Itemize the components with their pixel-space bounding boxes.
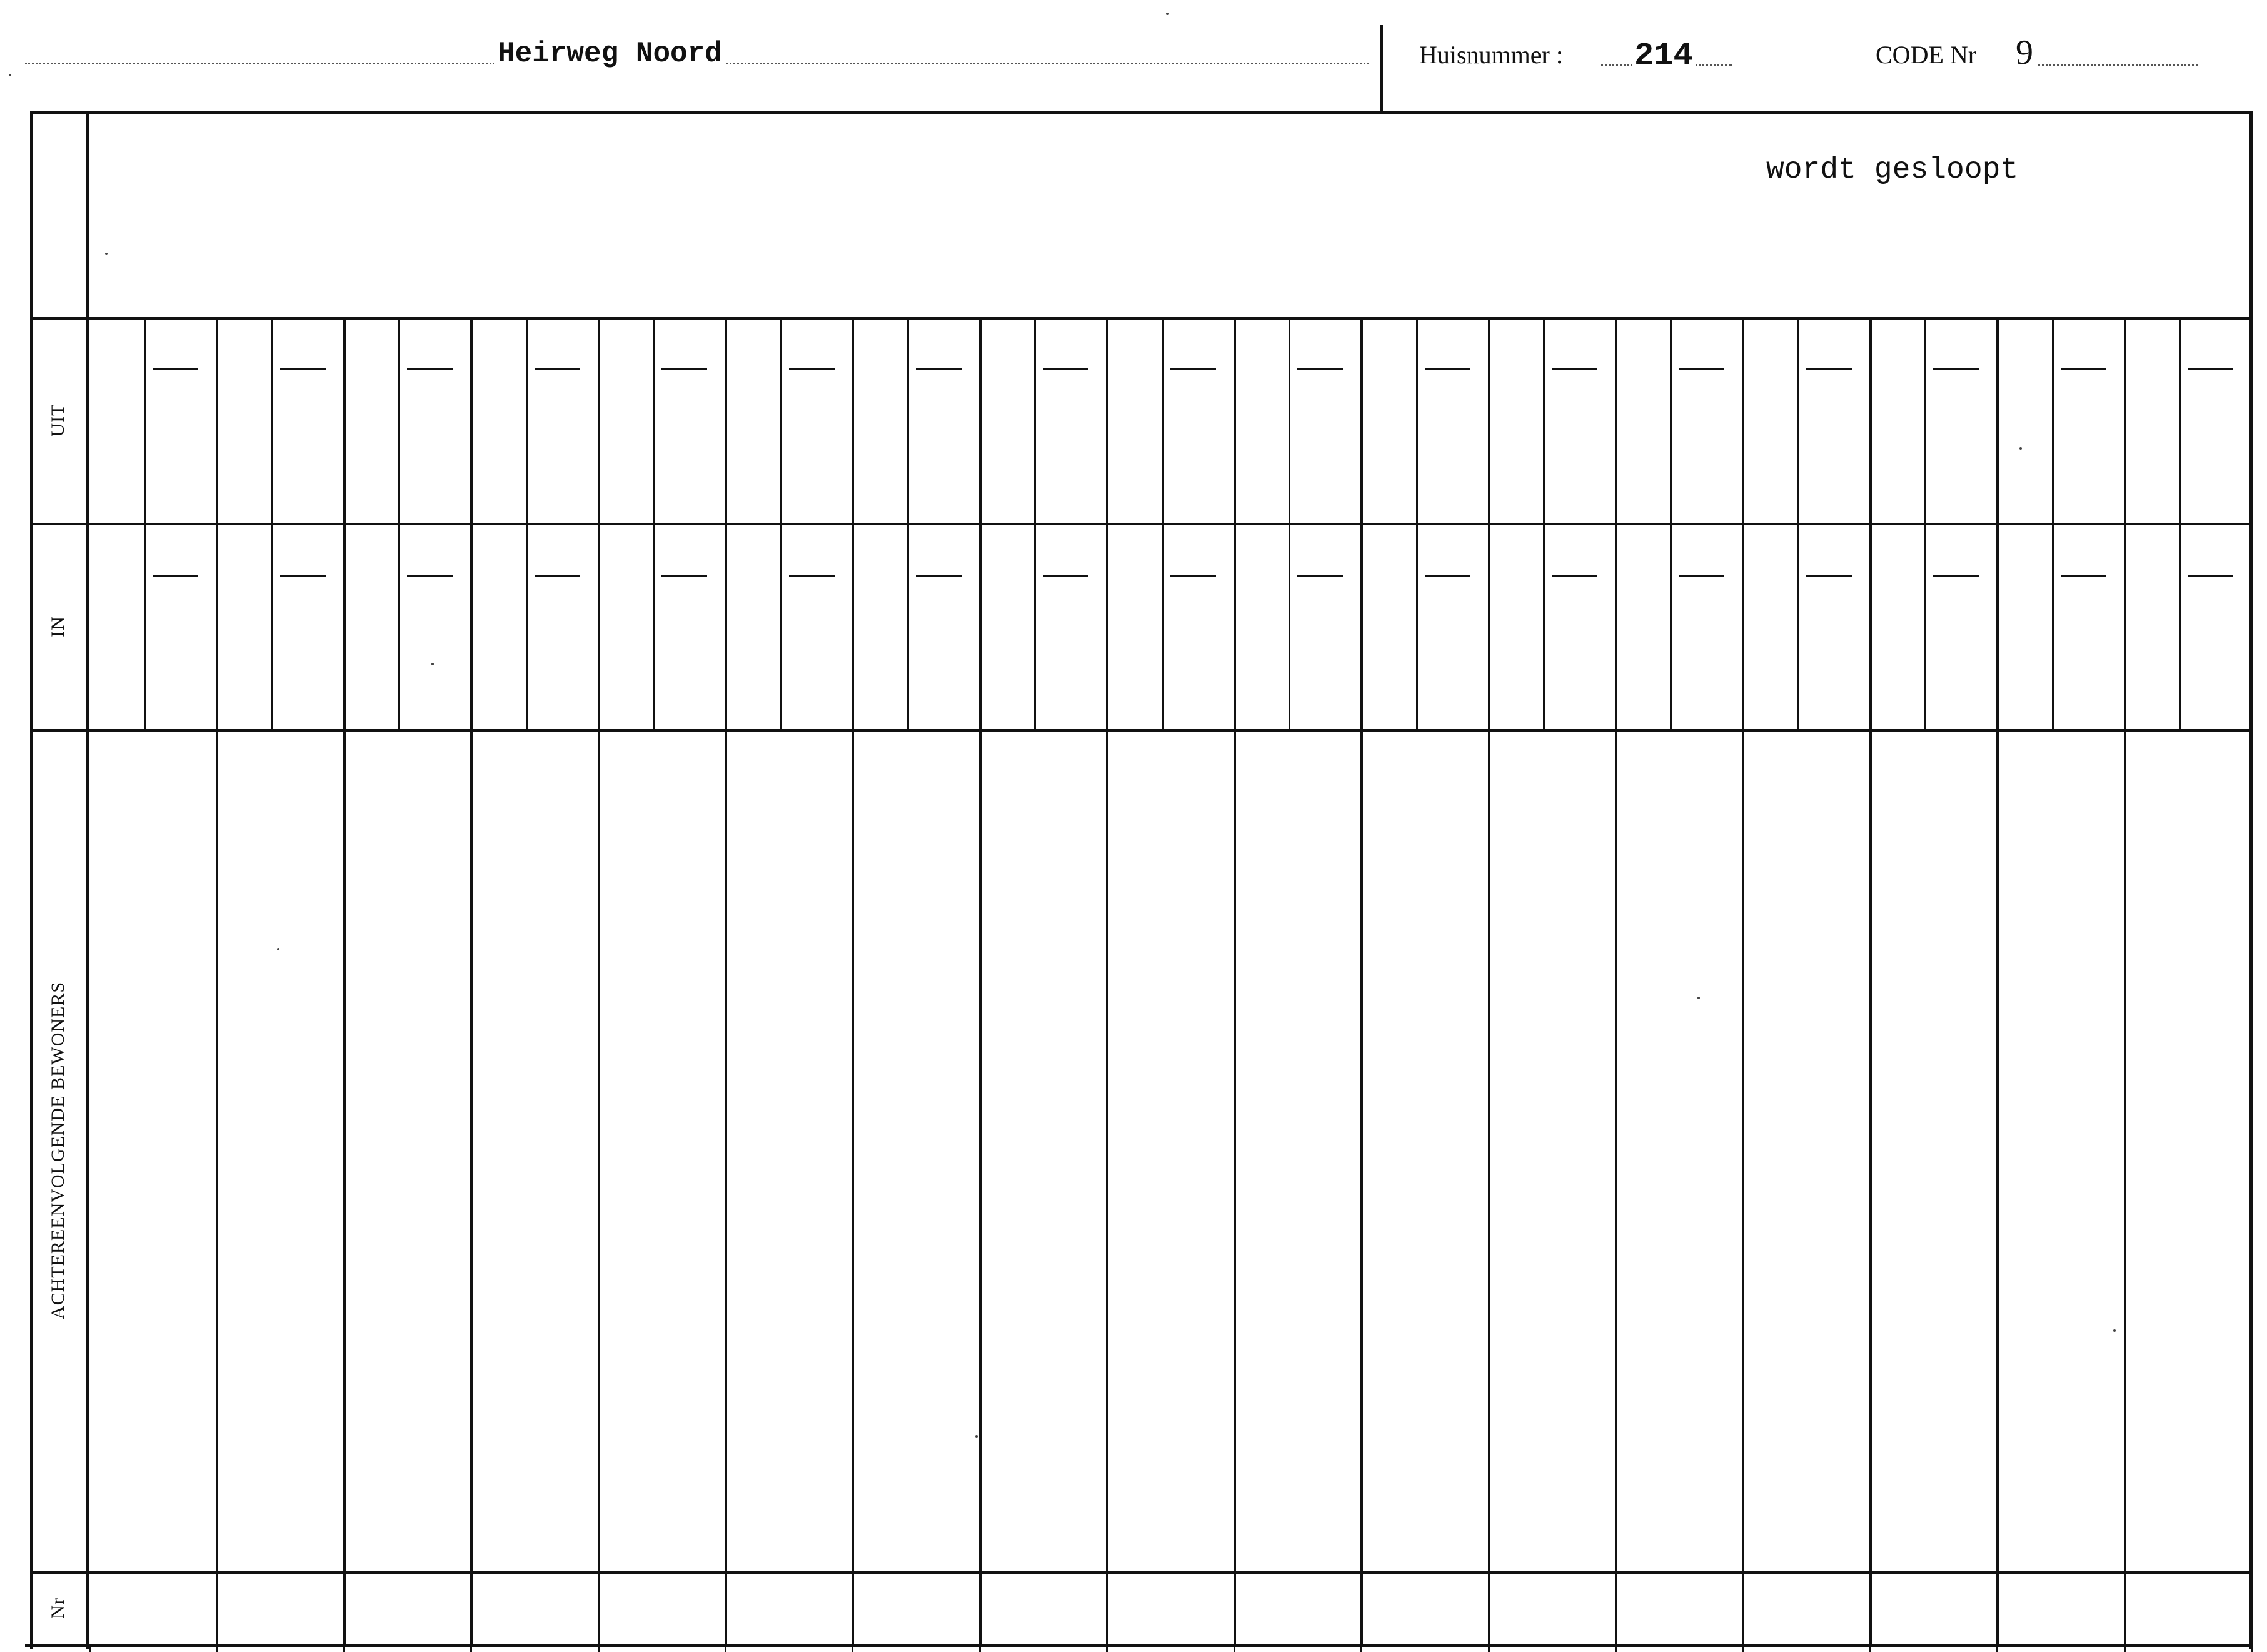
date-subdivider bbox=[1543, 320, 1545, 729]
house-number-value: 214 bbox=[1632, 38, 1696, 74]
out-date-dash bbox=[1552, 368, 1597, 370]
remark-row-bottom bbox=[30, 317, 2253, 320]
date-subdivider bbox=[2179, 320, 2181, 729]
bottom-tick bbox=[2124, 1644, 2126, 1652]
out-date-dash bbox=[1297, 368, 1343, 370]
date-subdivider bbox=[398, 320, 400, 729]
in-date-dash bbox=[1425, 575, 1470, 577]
out-date-dash bbox=[1043, 368, 1088, 370]
in-date-dash bbox=[1043, 575, 1088, 577]
date-subdivider bbox=[526, 320, 528, 729]
bottom-tick bbox=[725, 1644, 726, 1652]
bottom-tick bbox=[1869, 1644, 1871, 1652]
scan-speck bbox=[1697, 997, 1700, 999]
date-subdivider bbox=[653, 320, 655, 729]
bottom-tick bbox=[1360, 1644, 1362, 1652]
scan-speck bbox=[1166, 13, 1169, 15]
column-divider bbox=[1106, 320, 1108, 1647]
out-date-dash bbox=[2061, 368, 2106, 370]
date-subdivider bbox=[271, 320, 273, 729]
column-divider bbox=[470, 320, 473, 1647]
in-date-dash bbox=[1806, 575, 1852, 577]
column-divider bbox=[1869, 320, 1872, 1647]
header-divider bbox=[1380, 25, 1383, 111]
remark-text: wordt gesloopt bbox=[1766, 153, 2019, 187]
date-subdivider bbox=[1289, 320, 1290, 729]
bottom-tick bbox=[1106, 1644, 1108, 1652]
column-divider bbox=[979, 320, 982, 1647]
column-divider bbox=[1234, 320, 1236, 1647]
row-label-out: UIT bbox=[48, 403, 68, 437]
date-subdivider bbox=[2052, 320, 2054, 729]
column-divider bbox=[1488, 320, 1490, 1647]
in-date-dash bbox=[789, 575, 835, 577]
date-subdivider bbox=[907, 320, 909, 729]
bottom-tick bbox=[343, 1644, 345, 1652]
bottom-tick bbox=[89, 1644, 91, 1652]
label-column-divider bbox=[86, 114, 89, 1649]
in-date-dash bbox=[535, 575, 580, 577]
in-date-dash bbox=[916, 575, 962, 577]
in-date-dash bbox=[280, 575, 326, 577]
date-subdivider bbox=[1416, 320, 1418, 729]
date-subdivider bbox=[1670, 320, 1672, 729]
code-label: CODE Nr bbox=[1876, 41, 1977, 69]
column-divider bbox=[725, 320, 727, 1647]
in-date-dash bbox=[1679, 575, 1724, 577]
date-subdivider bbox=[144, 320, 146, 729]
house-number-label: Huisnummer : bbox=[1419, 41, 1563, 69]
register-frame bbox=[30, 111, 2253, 1649]
column-divider bbox=[343, 320, 346, 1647]
scan-speck bbox=[277, 948, 279, 950]
scan-speck bbox=[431, 663, 434, 665]
bottom-tick bbox=[598, 1644, 600, 1652]
residents-row-bottom bbox=[30, 1571, 2253, 1574]
bottom-tick bbox=[852, 1644, 853, 1652]
in-date-dash bbox=[2061, 575, 2106, 577]
column-divider bbox=[1615, 320, 1617, 1647]
out-date-dash bbox=[916, 368, 962, 370]
row-label-number: Nr bbox=[48, 1598, 68, 1619]
out-date-dash bbox=[1425, 368, 1470, 370]
date-subdivider bbox=[1162, 320, 1164, 729]
column-divider bbox=[216, 320, 218, 1647]
out-date-dash bbox=[1933, 368, 1979, 370]
street-name: Heirweg Noord bbox=[494, 38, 726, 70]
column-divider bbox=[852, 320, 854, 1647]
column-divider bbox=[1360, 320, 1363, 1647]
bottom-tick bbox=[1615, 1644, 1617, 1652]
in-date-dash bbox=[407, 575, 453, 577]
column-divider bbox=[2124, 320, 2126, 1647]
column-divider bbox=[598, 320, 600, 1647]
in-row-bottom bbox=[30, 729, 2253, 732]
bottom-tick bbox=[1996, 1644, 1998, 1652]
scan-speck bbox=[2019, 447, 2022, 450]
out-date-dash bbox=[153, 368, 198, 370]
in-date-dash bbox=[1933, 575, 1979, 577]
out-date-dash bbox=[280, 368, 326, 370]
bottom-tick bbox=[470, 1644, 472, 1652]
in-date-dash bbox=[1552, 575, 1597, 577]
row-label-residents: ACHTEREENVOLGENDE BEWONERS bbox=[48, 981, 68, 1320]
out-date-dash bbox=[1170, 368, 1216, 370]
scan-speck bbox=[9, 74, 11, 76]
date-subdivider bbox=[780, 320, 782, 729]
bottom-tick bbox=[979, 1644, 981, 1652]
out-date-dash bbox=[1679, 368, 1724, 370]
out-date-dash bbox=[2188, 368, 2233, 370]
bottom-tick bbox=[1488, 1644, 1490, 1652]
in-date-dash bbox=[1297, 575, 1343, 577]
column-divider bbox=[1742, 320, 1744, 1647]
out-row-bottom bbox=[30, 523, 2253, 525]
date-subdivider bbox=[1924, 320, 1926, 729]
scan-speck bbox=[105, 253, 108, 255]
out-date-dash bbox=[407, 368, 453, 370]
bottom-tick bbox=[1742, 1644, 1744, 1652]
bottom-border bbox=[25, 1644, 2253, 1647]
date-subdivider bbox=[1034, 320, 1036, 729]
code-value: 9 bbox=[2013, 33, 2036, 73]
row-label-in: IN bbox=[48, 616, 68, 637]
bottom-tick bbox=[1234, 1644, 1235, 1652]
out-date-dash bbox=[661, 368, 707, 370]
in-date-dash bbox=[153, 575, 198, 577]
out-date-dash bbox=[535, 368, 580, 370]
out-date-dash bbox=[1806, 368, 1852, 370]
date-subdivider bbox=[1797, 320, 1799, 729]
code-dotted-line bbox=[2016, 64, 2198, 66]
in-date-dash bbox=[661, 575, 707, 577]
column-divider bbox=[1996, 320, 1999, 1647]
in-date-dash bbox=[1170, 575, 1216, 577]
bottom-tick bbox=[216, 1644, 218, 1652]
bottom-tick bbox=[2251, 1644, 2253, 1652]
scan-speck bbox=[975, 1435, 978, 1438]
scan-speck bbox=[2113, 1329, 2116, 1332]
out-date-dash bbox=[789, 368, 835, 370]
in-date-dash bbox=[2188, 575, 2233, 577]
